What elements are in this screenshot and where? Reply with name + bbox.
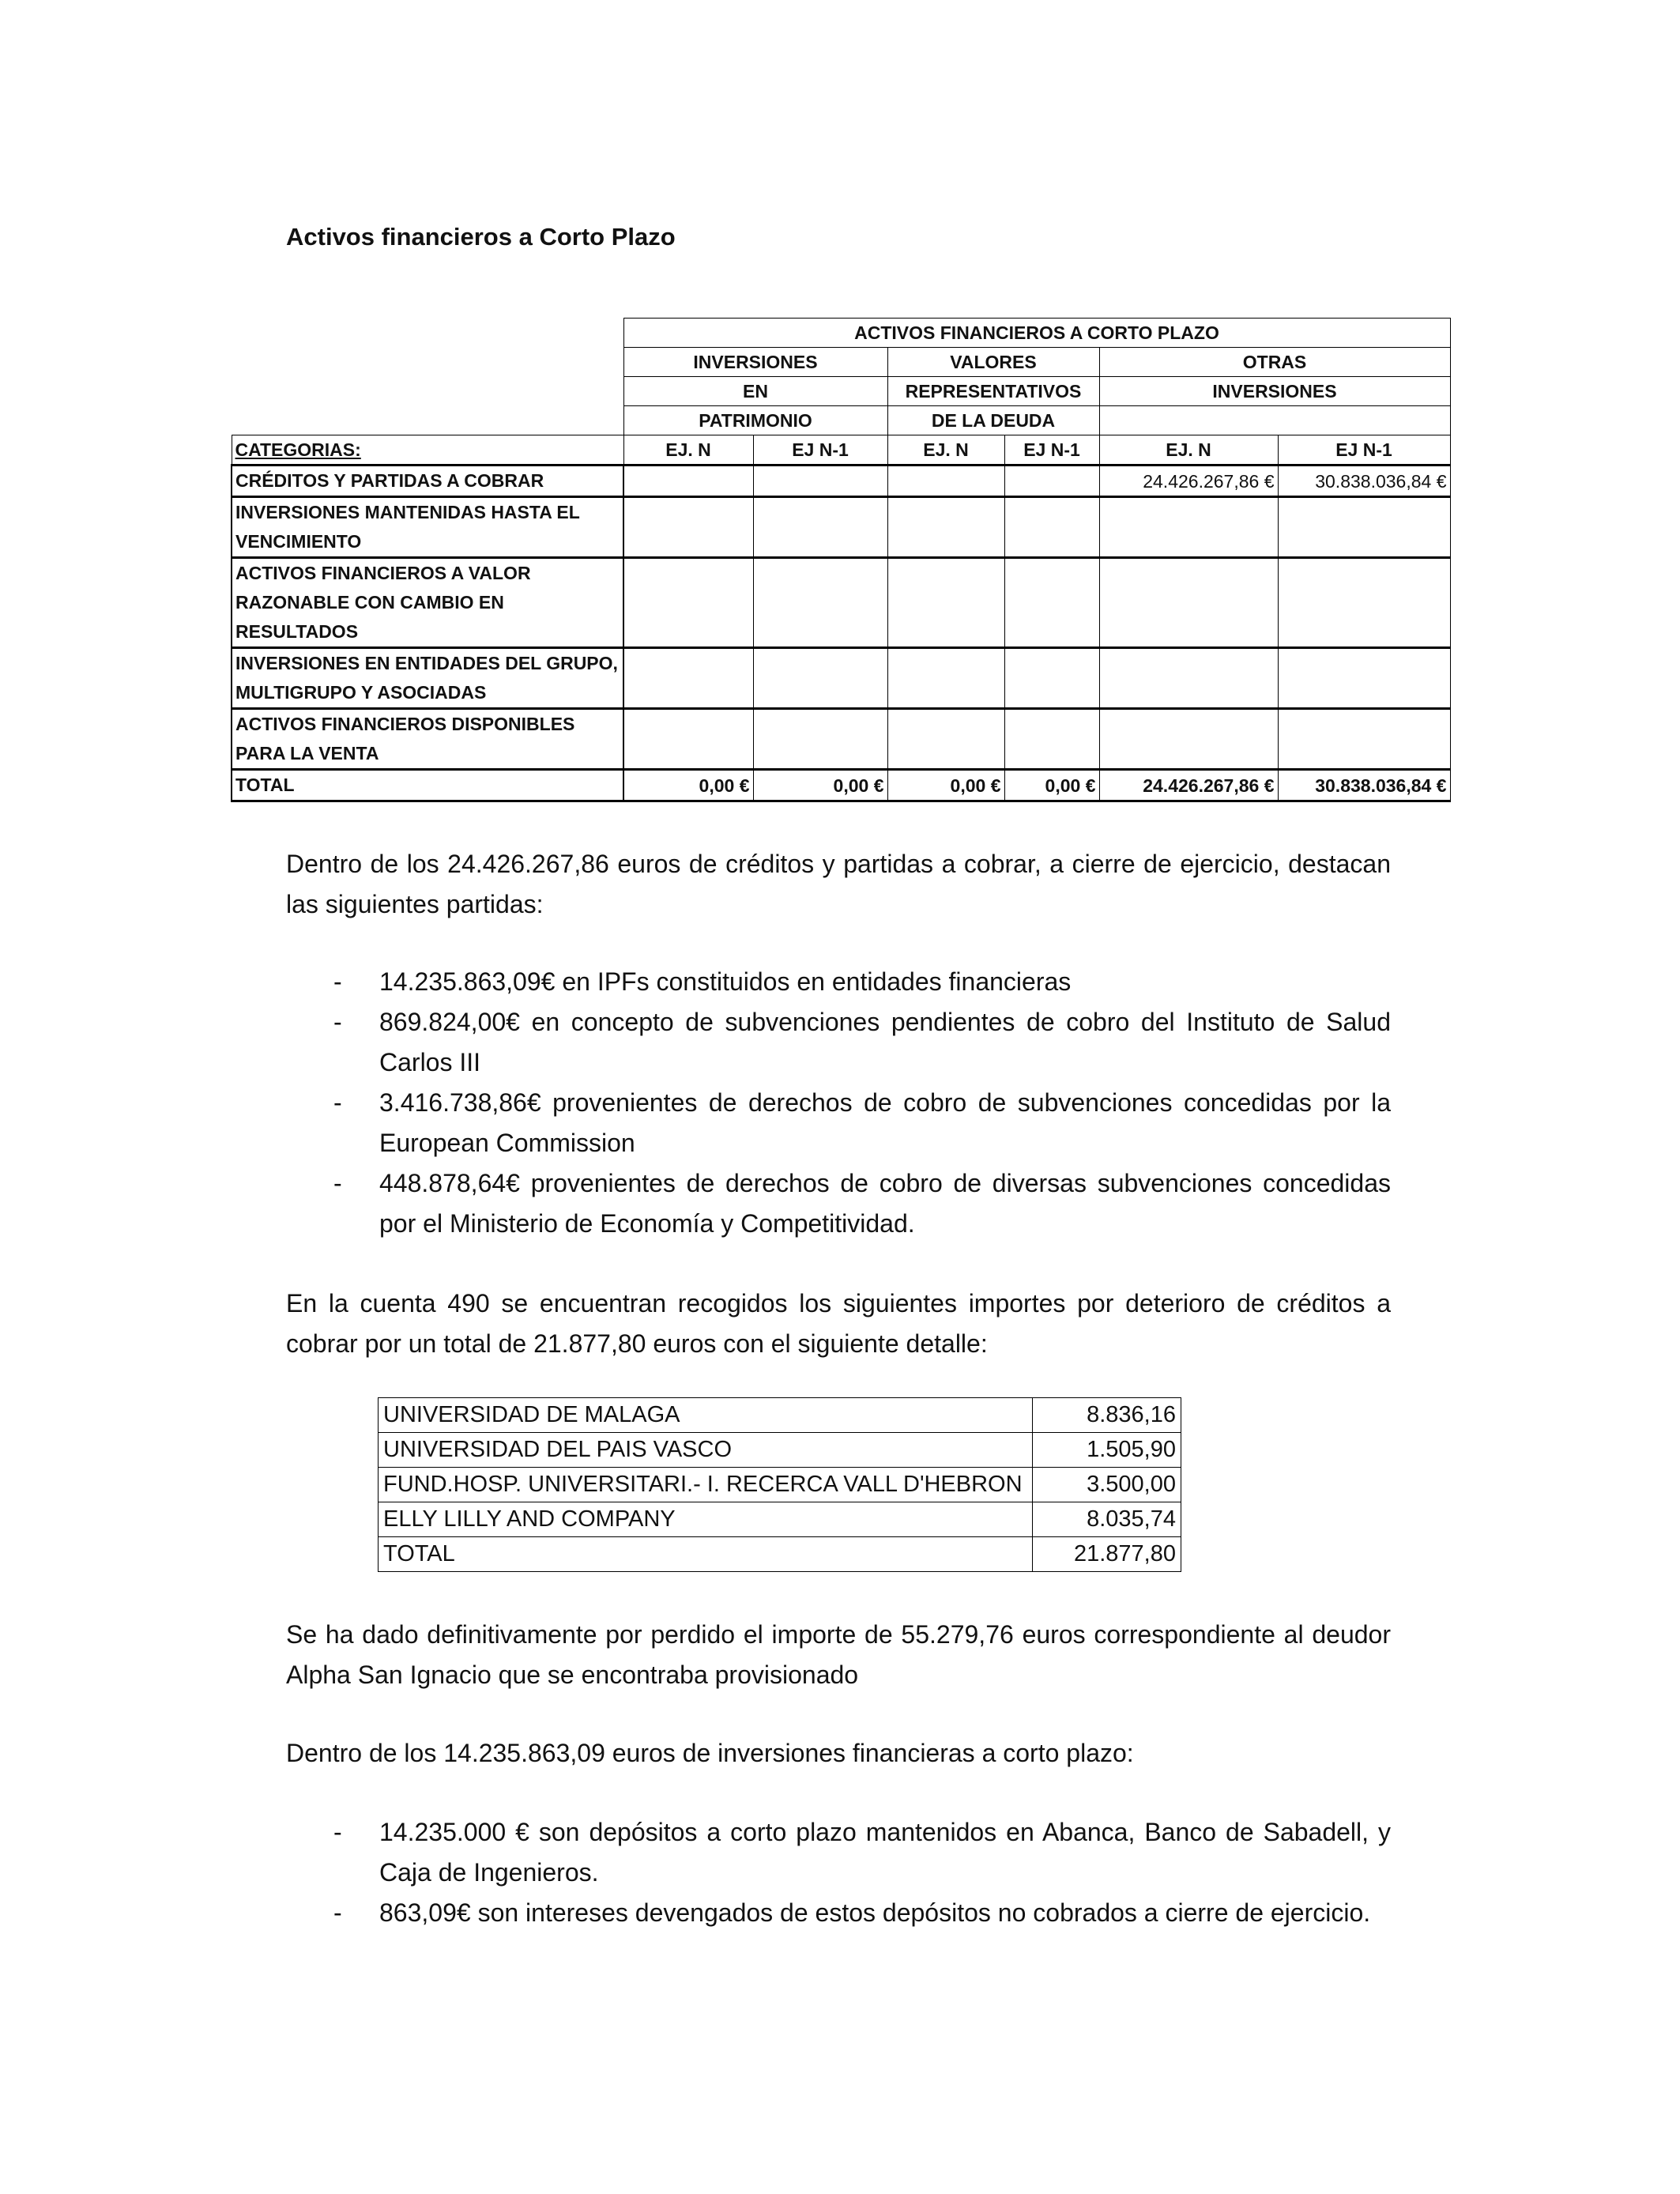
total-cell: 0,00 € <box>753 770 887 801</box>
group3-line3 <box>1099 406 1450 435</box>
detail-name: UNIVERSIDAD DE MALAGA <box>379 1398 1033 1433</box>
col-header: EJ. N <box>887 435 1004 466</box>
group2-line3: DE LA DEUDA <box>887 406 1099 435</box>
table-cell <box>1099 648 1278 709</box>
table-cell <box>1278 648 1450 709</box>
table-cell <box>623 558 753 648</box>
group2-line1: VALORES <box>887 348 1099 377</box>
row-label: INVERSIONES MANTENIDAS HASTA EL VENCIMIENTO <box>232 497 623 558</box>
table-cell <box>1004 709 1099 770</box>
table-cell <box>753 497 887 558</box>
total-cell: 30.838.036,84 € <box>1278 770 1450 801</box>
group1-line2: EN <box>623 377 887 406</box>
table-cell <box>1004 558 1099 648</box>
detail-name: UNIVERSIDAD DEL PAIS VASCO <box>379 1433 1033 1468</box>
group3-line2: INVERSIONES <box>1099 377 1450 406</box>
col-header: EJ. N <box>1099 435 1278 466</box>
col-header: EJ. N <box>623 435 753 466</box>
table-cell <box>623 709 753 770</box>
list-inversiones <box>286 1812 1391 1933</box>
table-cell <box>1099 709 1278 770</box>
table-cell <box>623 648 753 709</box>
row-label: ACTIVOS FINANCIEROS DISPONIBLES PARA LA VENTA <box>232 709 623 770</box>
detail-amount: 1.505,90 <box>1033 1433 1181 1468</box>
table-cell: 30.838.036,84 € <box>1278 466 1450 497</box>
table-cell <box>887 648 1004 709</box>
paragraph-creditos: Dentro de los 24.426.267,86 euros de créditos y partidas a cobrar, a cierre de ejercicio, destacan las siguientes partidas: <box>286 850 1391 918</box>
detail-amount: 3.500,00 <box>1033 1468 1181 1502</box>
table-cell <box>623 466 753 497</box>
group2-line2: REPRESENTATIVOS <box>887 377 1099 406</box>
list-item: - 869.824,00€ en concepto de subvenciones pendientes de cobro del Instituto de Salud Carlos III <box>333 1008 1391 1076</box>
total-cell: 0,00 € <box>887 770 1004 801</box>
table-cell <box>887 558 1004 648</box>
list-item: - 863,09€ son intereses devengados de estos depósitos no cobrados a cierre de ejercicio. <box>333 1898 1371 1927</box>
table-row <box>379 1398 1181 1433</box>
table-cell <box>753 709 887 770</box>
short-term-financial-assets-table <box>231 318 1451 802</box>
detail-name: TOTAL <box>379 1537 1033 1572</box>
table-cell <box>753 466 887 497</box>
table-cell <box>1099 558 1278 648</box>
list-item: - 14.235.863,09€ en IPFs constituidos en entidades financieras <box>333 967 1072 996</box>
group3-line1: OTRAS <box>1099 348 1450 377</box>
paragraph-cuenta-490: En la cuenta 490 se encuentran recogidos los siguientes importes por deterioro de créditos a cobrar por un total de 21.877,80 euros con el siguiente detalle: <box>286 1289 1391 1358</box>
list-creditos <box>286 962 1391 1244</box>
table-cell <box>1004 497 1099 558</box>
detail-amount: 8.836,16 <box>1033 1398 1181 1433</box>
table-cell <box>887 466 1004 497</box>
table-cell <box>753 558 887 648</box>
table-row <box>379 1433 1181 1468</box>
table-cell <box>1004 466 1099 497</box>
table-cell <box>887 709 1004 770</box>
table-cell <box>1099 497 1278 558</box>
deterioro-detail-table <box>378 1397 1181 1572</box>
table-cell: 24.426.267,86 € <box>1099 466 1278 497</box>
table-row <box>379 1502 1181 1537</box>
categorias-label: CATEGORIAS: <box>232 435 623 466</box>
table-row <box>379 1468 1181 1502</box>
row-label: CRÉDITOS Y PARTIDAS A COBRAR <box>232 466 623 497</box>
paragraph-perdido: Se ha dado definitivamente por perdido el importe de 55.279,76 euros correspondiente al deudor Alpha San Ignacio que se encontraba provisionado <box>286 1620 1391 1689</box>
table-cell <box>1004 648 1099 709</box>
table-cell <box>887 497 1004 558</box>
total-label: TOTAL <box>232 770 623 801</box>
total-cell: 24.426.267,86 € <box>1099 770 1278 801</box>
detail-amount: 21.877,80 <box>1033 1537 1181 1572</box>
row-label: ACTIVOS FINANCIEROS A VALOR RAZONABLE CON CAMBIO EN RESULTADOS <box>232 558 623 648</box>
table-row <box>379 1537 1181 1572</box>
detail-amount: 8.035,74 <box>1033 1502 1181 1537</box>
col-header: EJ N-1 <box>1278 435 1450 466</box>
table-cell <box>623 497 753 558</box>
group-title: ACTIVOS FINANCIEROS A CORTO PLAZO <box>623 319 1450 348</box>
detail-name: ELLY LILLY AND COMPANY <box>379 1502 1033 1537</box>
list-item: - 3.416.738,86€ provenientes de derechos de cobro de subvenciones concedidas por la European Commission <box>333 1088 1391 1157</box>
table-cell <box>1278 709 1450 770</box>
col-header: EJ N-1 <box>1004 435 1099 466</box>
group1-line1: INVERSIONES <box>623 348 887 377</box>
list-item: - 14.235.000 € son depósitos a corto plazo mantenidos en Abanca, Banco de Sabadell, y Caja de Ingenieros. <box>333 1818 1391 1887</box>
detail-name: FUND.HOSP. UNIVERSITARI.- I. RECERCA VALL D'HEBRON <box>379 1468 1033 1502</box>
total-cell: 0,00 € <box>1004 770 1099 801</box>
row-label: INVERSIONES EN ENTIDADES DEL GRUPO, MULTIGRUPO Y ASOCIADAS <box>232 648 623 709</box>
table-cell <box>753 648 887 709</box>
group1-line3: PATRIMONIO <box>623 406 887 435</box>
list-item: - 448.878,64€ provenientes de derechos de cobro de diversas subvenciones concedidas por el Ministerio de Economía y Competitividad. <box>333 1169 1391 1238</box>
table-cell <box>1278 558 1450 648</box>
page-heading: Activos financieros a Corto Plazo <box>286 223 676 251</box>
paragraph-inversiones: Dentro de los 14.235.863,09 euros de inversiones financieras a corto plazo: <box>286 1739 1134 1767</box>
table-cell <box>1278 497 1450 558</box>
col-header: EJ N-1 <box>753 435 887 466</box>
total-cell: 0,00 € <box>623 770 753 801</box>
